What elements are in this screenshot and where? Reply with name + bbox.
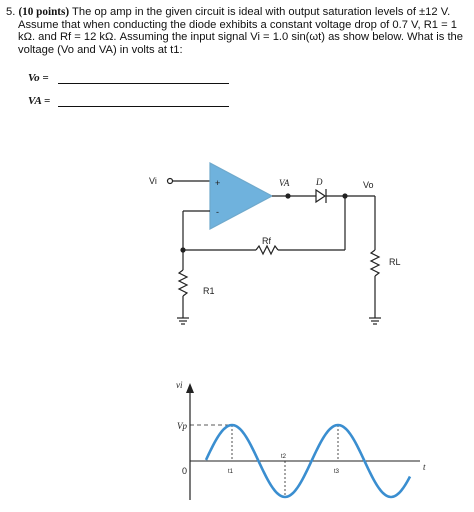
t-axis-label: t — [423, 462, 426, 472]
t2-label: t2 — [281, 454, 287, 460]
r1-label: R1 — [203, 286, 215, 296]
t3-label: t3 — [334, 469, 340, 475]
vi-terminal — [168, 179, 173, 184]
circuit-diagram — [168, 163, 382, 324]
rl-resistor — [371, 250, 379, 276]
waveform-plot — [186, 383, 420, 500]
question-text-line-2: Assume that when conducting the diode exhibits a constant voltage drop of 0.7 V, R1 = 1 — [18, 18, 457, 31]
va-label: VA — [279, 178, 290, 188]
inverting-node — [181, 248, 185, 252]
waveform-y-arrow — [186, 383, 194, 393]
va-answer-label: VA = — [28, 95, 51, 107]
vi-label: Vi — [149, 176, 157, 186]
rf-label: Rf — [262, 236, 271, 246]
va-node — [286, 194, 290, 198]
vo-label: Vo — [363, 180, 374, 190]
waveform-y-label: vi — [176, 380, 183, 390]
question-text-line-3: kΩ. and Rf = 12 kΩ. Assuming the input signal Vi = 1.0 sin(ωt) as show below. What is the — [18, 31, 464, 44]
rf-resistor — [256, 246, 278, 254]
question-text-line-1: The op amp in the given circuit is ideal with output saturation levels of ±12 V. — [72, 6, 451, 18]
diode-symbol — [316, 190, 325, 202]
minus-label: - — [216, 207, 219, 217]
origin-label: 0 — [182, 466, 188, 476]
r1-resistor — [179, 270, 187, 296]
question-points: (10 points) — [18, 6, 70, 18]
question-number: 5. — [6, 6, 16, 18]
t1-label: t1 — [228, 469, 234, 475]
opamp-triangle — [210, 163, 272, 229]
rl-label: RL — [389, 257, 401, 267]
diode-label: D — [316, 177, 323, 187]
vp-label: Vp — [177, 421, 187, 431]
vo-answer-label: Vo = — [28, 72, 49, 84]
plus-label: + — [215, 178, 221, 188]
question-text-line-4: voltage (Vo and VA) in volts at t1: — [18, 43, 183, 56]
